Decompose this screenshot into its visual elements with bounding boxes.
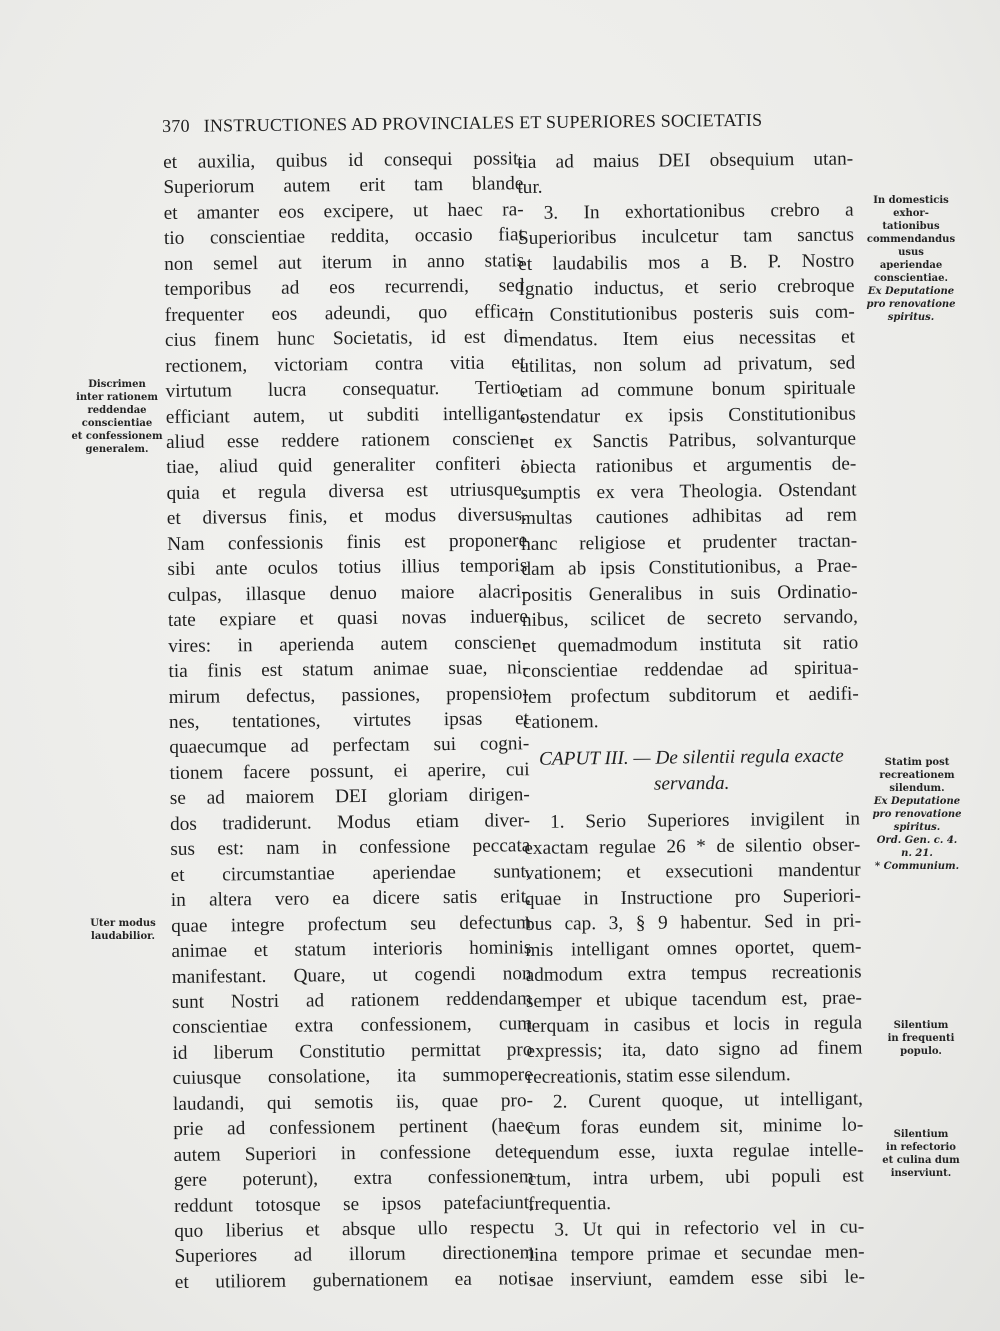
text-line: quendum esse, iuxta regulae intelle- (527, 1139, 864, 1165)
text-line: tate expiare et quasi novas induere (167, 606, 529, 632)
text-line: in Constitutionibus posteris suis com- (518, 301, 855, 326)
text-line: prie ad confessionem pertinent (haec (173, 1115, 534, 1141)
text-line: frequentia. (527, 1193, 612, 1216)
text-line: conscientiae reddendae ad spiritua- (522, 657, 859, 683)
text-line: reddunt totosque se ipsos patefaciunt, (173, 1191, 535, 1217)
text-line: Nam confessionis finis est proponere (167, 530, 528, 555)
text-line: Ignatio inductus, et serio crebroque (518, 275, 855, 301)
text-line: et amanter eos excipere, ut haec ra- (163, 199, 524, 224)
text-line: autem Superiori in confessione dete- (173, 1140, 534, 1166)
text-line: multas cautiones adhibitas ad rem (520, 504, 857, 530)
margin-note-line: populo. (900, 1046, 942, 1057)
text-line: tiae, aliud quid generaliter confiteri : (166, 453, 527, 479)
text-line: id liberum Constitutio permittat pro (172, 1039, 533, 1064)
text-line: dos tradiderunt. Modus etiam diver- (169, 809, 531, 835)
text-line: tia finis est statum animae suae, ni- (168, 657, 529, 683)
margin-note-source-line: pro renovatione (866, 299, 956, 310)
text-line: temporibus ad eos recurrendi, sed (164, 275, 525, 301)
margin-note-discrimen (58, 378, 176, 456)
margin-note-line: recreationem (879, 770, 955, 781)
margin-note-line: in refectorio (886, 1142, 956, 1153)
text-line: obiecta rationibus et argumentis de- (520, 453, 857, 479)
margin-note-line: Silentium (893, 1020, 949, 1031)
page-number: 370 (162, 115, 190, 136)
margin-note-source-line: Ex Deputatione (873, 796, 961, 807)
text-line: conscientiae extra confessionem, cum (172, 1013, 533, 1039)
text-line: sibi ante oculos totius illius temporis (167, 555, 528, 581)
text-line: frequenter eos adeundi, quo effica- (164, 300, 525, 326)
margin-note-line: exhor- (893, 208, 929, 219)
text-line: mirum defectus, passiones, propensio- (168, 682, 529, 708)
text-line: aliud esse reddere rationem conscien- (165, 428, 527, 453)
text-line: quo liberius et absque ullo respectu (174, 1217, 535, 1242)
margin-note-uter-modus (70, 917, 176, 943)
margin-note-line: usus (898, 247, 924, 258)
text-line: Superiores ad illorum directionem (174, 1242, 535, 1268)
margin-note-line: inter rationem (76, 392, 158, 403)
text-line: quaecumque ad perfectam sui cogni- (169, 733, 530, 759)
margin-note-silentium-refectorio (862, 1128, 980, 1180)
margin-note-line: Silentium (893, 1129, 949, 1140)
margin-note-source-line: spiritus. (887, 312, 935, 323)
margin-note-line: conscientiae. (874, 273, 948, 284)
text-line: et circumstantiae aperiendae sunt, (170, 860, 531, 886)
text-line: ctum, intra urbem, ubi populi est (527, 1165, 864, 1190)
text-line: cum foras eundem sit, minime lo- (527, 1114, 864, 1139)
margin-note-line: et confessionem (71, 431, 163, 442)
text-line: admodum extra tempus recreationis (525, 961, 862, 987)
text-line: manifestant. Quare, ut cogendi non (171, 962, 532, 988)
margin-note-source-line: Ex Deputatione (867, 286, 955, 297)
text-line: mendatus. Item eius necessitas et (518, 326, 856, 352)
text-line: tia ad maius DEI obsequium utan- (517, 148, 854, 173)
text-line: etiam ad commune bonum spirituale (519, 377, 856, 403)
text-column-left (163, 146, 535, 1295)
text-line: vires: in aperienda autem conscien- (168, 631, 529, 657)
margin-note-source-line: n. 21. (901, 848, 933, 859)
text-line: hanc religiose et prudenter tractan- (521, 530, 858, 555)
text-line: et laudabilis mos a B. P. Nostro (518, 250, 855, 275)
text-line: tur. (517, 177, 543, 199)
text-line: non semel aut iterum in anno statis (164, 250, 525, 275)
text-line: quia et regula diversa est utriusque, (166, 479, 527, 504)
margin-note-line: Statim post (884, 757, 950, 768)
text-line: expressis; ita, dato signo ad finem (526, 1037, 863, 1063)
margin-note-source-line: * Communium. (874, 861, 960, 872)
text-line: efficiant autem, ut subditi intelligant, (165, 402, 526, 428)
text-line: servanda. (653, 772, 730, 795)
margin-note-line: conscientiae (81, 418, 153, 429)
text-line: sunt Nostri ad rationem reddendam (171, 988, 533, 1013)
margin-note-line: reddendae (87, 405, 147, 416)
text-line: laudandi, qui semotis iis, quae pro- (172, 1089, 534, 1115)
text-line: Superiorum autem erit tam blande (163, 173, 524, 199)
text-line: rectionem, victoriam contra vitia et (165, 351, 526, 377)
text-line: se ad maiorem DEI gloriam dirigen- (169, 784, 530, 810)
margin-note-source-line: pro renovatione (872, 809, 962, 820)
margin-note-line: generalem. (85, 444, 149, 455)
text-line: 3. Ut qui in refectorio vel in cu- (554, 1216, 865, 1241)
text-line: cationem. (522, 711, 599, 733)
text-line: in altera vero ea dicere satis erit, (170, 886, 531, 912)
text-line: 2. Curent quoque, ut intelligant, (552, 1088, 864, 1113)
text-line: quae in Instructione pro Superiori- (524, 885, 861, 910)
text-line: bus cap. 3, § 9 habentur. Sed in pri- (525, 910, 862, 936)
text-line: tionem facere possunt, ei aperire, cui (169, 759, 530, 784)
text-line: exactam regulae 26 * de silentio obser- (524, 834, 861, 859)
margin-note-line: et culina dum (882, 1155, 960, 1166)
margin-note-line: aperiendae (879, 260, 943, 271)
margin-note-source-line: Ord. Gen. c. 4. (876, 835, 958, 846)
running-title: INSTRUCTIONES AD PROVINCIALES ET SUPERIORES SOCIETATIS (203, 109, 763, 136)
margin-note-source-line: spiritus. (893, 822, 941, 833)
text-line: utilitas, non solum ad privatum, sed (519, 352, 856, 377)
margin-note-line: silendum. (889, 783, 945, 794)
text-line: et quemadmodum instituta sit ratio (522, 632, 859, 657)
text-line: lem profectum subditorum et aedifi- (522, 682, 859, 708)
text-line: nibus, scilicet de secreto servando, (521, 606, 859, 632)
text-line: et utiliorem gubernationem ea noti- (174, 1268, 535, 1293)
text-line: mis intelligant omnes oportet, quem- (525, 936, 862, 961)
text-line: quae integre profectum seu defectum (171, 911, 532, 937)
text-line: culpas, illasque denuo maiore alacri- (167, 580, 528, 606)
text-line: virtutum lucra consequatur. Tertio, (165, 377, 526, 403)
text-line: 3. In exhortationibus crebro a (543, 199, 854, 224)
margin-note-statim-post (862, 756, 972, 873)
text-line: semper et ubique tacendum est, prae- (525, 986, 863, 1012)
text-line: vationem; et exsecutioni mandentur (524, 859, 861, 885)
text-line: positis Generalibus in suis Ordinatio- (521, 581, 858, 606)
text-line: cuiusque consolatione, ita summopere (172, 1064, 533, 1090)
margin-note-line: commendandus (866, 234, 956, 245)
margin-note-line: in frequenti (887, 1033, 955, 1044)
text-line: cius finem hunc Societatis, id est di- (164, 326, 526, 352)
text-line: et diversus finis, et modus diversus. (166, 504, 527, 530)
text-line: sus est: nam in confessione peccata (170, 835, 531, 861)
text-line: CAPUT III. — De silentii regula exacte (538, 746, 844, 771)
text-line: dam ab ipsis Constitutionibus, a Prae- (521, 555, 858, 581)
margin-note-silentium-populo (866, 1019, 976, 1058)
text-line: tio conscientiae reddita, occasio fiat (163, 224, 525, 250)
text-line: 1. Serio Superiores invigilent in (549, 808, 861, 834)
text-line: sumptis ex vera Theologia. Ostendant (520, 479, 857, 504)
margin-note-line: Uter modus (90, 918, 156, 929)
running-header (162, 109, 802, 137)
text-line: animae et statum interioris hominis (171, 937, 532, 963)
text-line: Superioribus inculcetur tam sanctus (517, 224, 855, 250)
text-line: gere poterunt), extra confessionem (173, 1166, 534, 1192)
text-line: et ex Sanctis Patribus, solvanturque (519, 428, 857, 453)
margin-note-line: In domesticis (873, 195, 949, 206)
margin-note-line: laudabilior. (91, 931, 155, 942)
margin-note-line: tationibus (882, 221, 940, 232)
margin-note-in-domesticis (856, 194, 966, 324)
text-line: ostendatur ex ipsis Constitutionibus (519, 402, 856, 428)
text-line: terquam in casibus et locis in regula (526, 1012, 863, 1037)
text-line: recreationis, statim esse silendum. (526, 1064, 791, 1088)
text-line: sae inserviunt, eamdem esse sibi le- (528, 1266, 865, 1292)
text-line: lina tempore primae et secundae men- (528, 1241, 865, 1266)
margin-note-line: Discrimen (88, 379, 146, 390)
margin-note-line: inserviunt. (890, 1168, 952, 1179)
text-line: nes, tentationes, virtutes ipsas et (168, 708, 530, 733)
text-line: et auxilia, quibus id consequi possit. (163, 148, 524, 173)
text-column-right (517, 146, 865, 1293)
